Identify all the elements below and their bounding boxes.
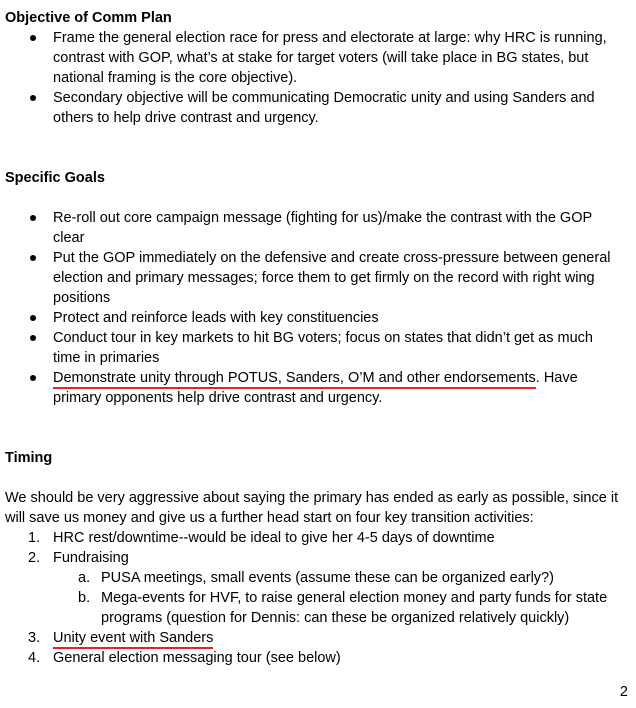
heading-timing: Timing [5,450,53,466]
list-item: Secondary objective will be communicating Democratic unity and using Sanders and others to help drive contrast and urgency. [0,88,636,128]
bullet-icon [30,255,36,261]
document-page: Objective of Comm Plan Frame the general election race for press and electorate at large: why HRC is running, contrast with GOP, what’s at stake for target voters (will take place in BG states, but national framing is the core objective). Secondary objective will be communicating Democratic unity and using Sanders and others to help drive contrast and urgency. Specific Goals Re-roll out core campaign message (fighting for us)/make the contrast with the GOP clear Put the GOP immediately on the defensive and create cross-pressure between general election and primary messages; force them to get firmly on the record with right wing positions Protect and reinforce leads with key constituencies Conduct tour in key markets to hit BG voters; focus on states that didn’t get as much time in primaries Demonstrate unity through POTUS, Sanders, O’M and other endorsements. Have primary opponents help drive contrast and urgency. Timing We should be very aggressive about saying the primary has ended as early as possible, since it will save us money and give us a further head start on four key transition activities: 1. HRC rest/downtime--would be ideal to give her 4-5 days of downtime 2. Fundraising a. PUSA meetings, small events (assume these can be organized early?) b. Mega-events for HVF, to raise general election money and party funds for state programs (question for Dennis: can these be organized relatively quickly) 3. Unity event with Sanders 4. General election messaging tour (see below) 2 [0,0,636,708]
bullet-icon [30,215,36,221]
underlined-text: Unity event with Sanders [53,630,213,649]
list-item: Put the GOP immediately on the defensive and create cross-pressure between general election and primary messages; force them to get firmly on the record with right wing positions [0,248,636,308]
list-item: Conduct tour in key markets to hit BG voters; focus on states that didn’t get as much time in primaries [0,328,636,368]
list-item: Protect and reinforce leads with key constituencies [0,308,636,328]
bullet-icon [30,375,36,381]
goals-list [0,208,636,408]
list-item: Frame the general election race for press and electorate at large: why HRC is running, contrast with GOP, what’s at stake for target voters (will take place in BG states, but national framing is the core objective). [0,28,636,88]
page-number: 2 [619,684,628,700]
timing-intro: We should be very aggressive about saying the primary has ended as early as possible, since it will save us money and give us a further head start on four key transition activities: [5,490,619,526]
underlined-text: Demonstrate unity through POTUS, Sanders, O’M and other endorsements [53,370,536,389]
bullet-icon [30,315,36,321]
bullet-icon [30,335,36,341]
list-item: Re-roll out core campaign message (fighting for us)/make the contrast with the GOP clear [0,208,636,248]
bullet-icon [30,95,36,101]
heading-specific-goals: Specific Goals [5,170,105,186]
bullet-icon [30,35,36,41]
objective-list [0,28,636,128]
list-item: Demonstrate unity through POTUS, Sanders, O’M and other endorsements. Have primary opponents help drive contrast and urgency. [0,368,636,408]
heading-objective: Objective of Comm Plan [5,10,172,26]
